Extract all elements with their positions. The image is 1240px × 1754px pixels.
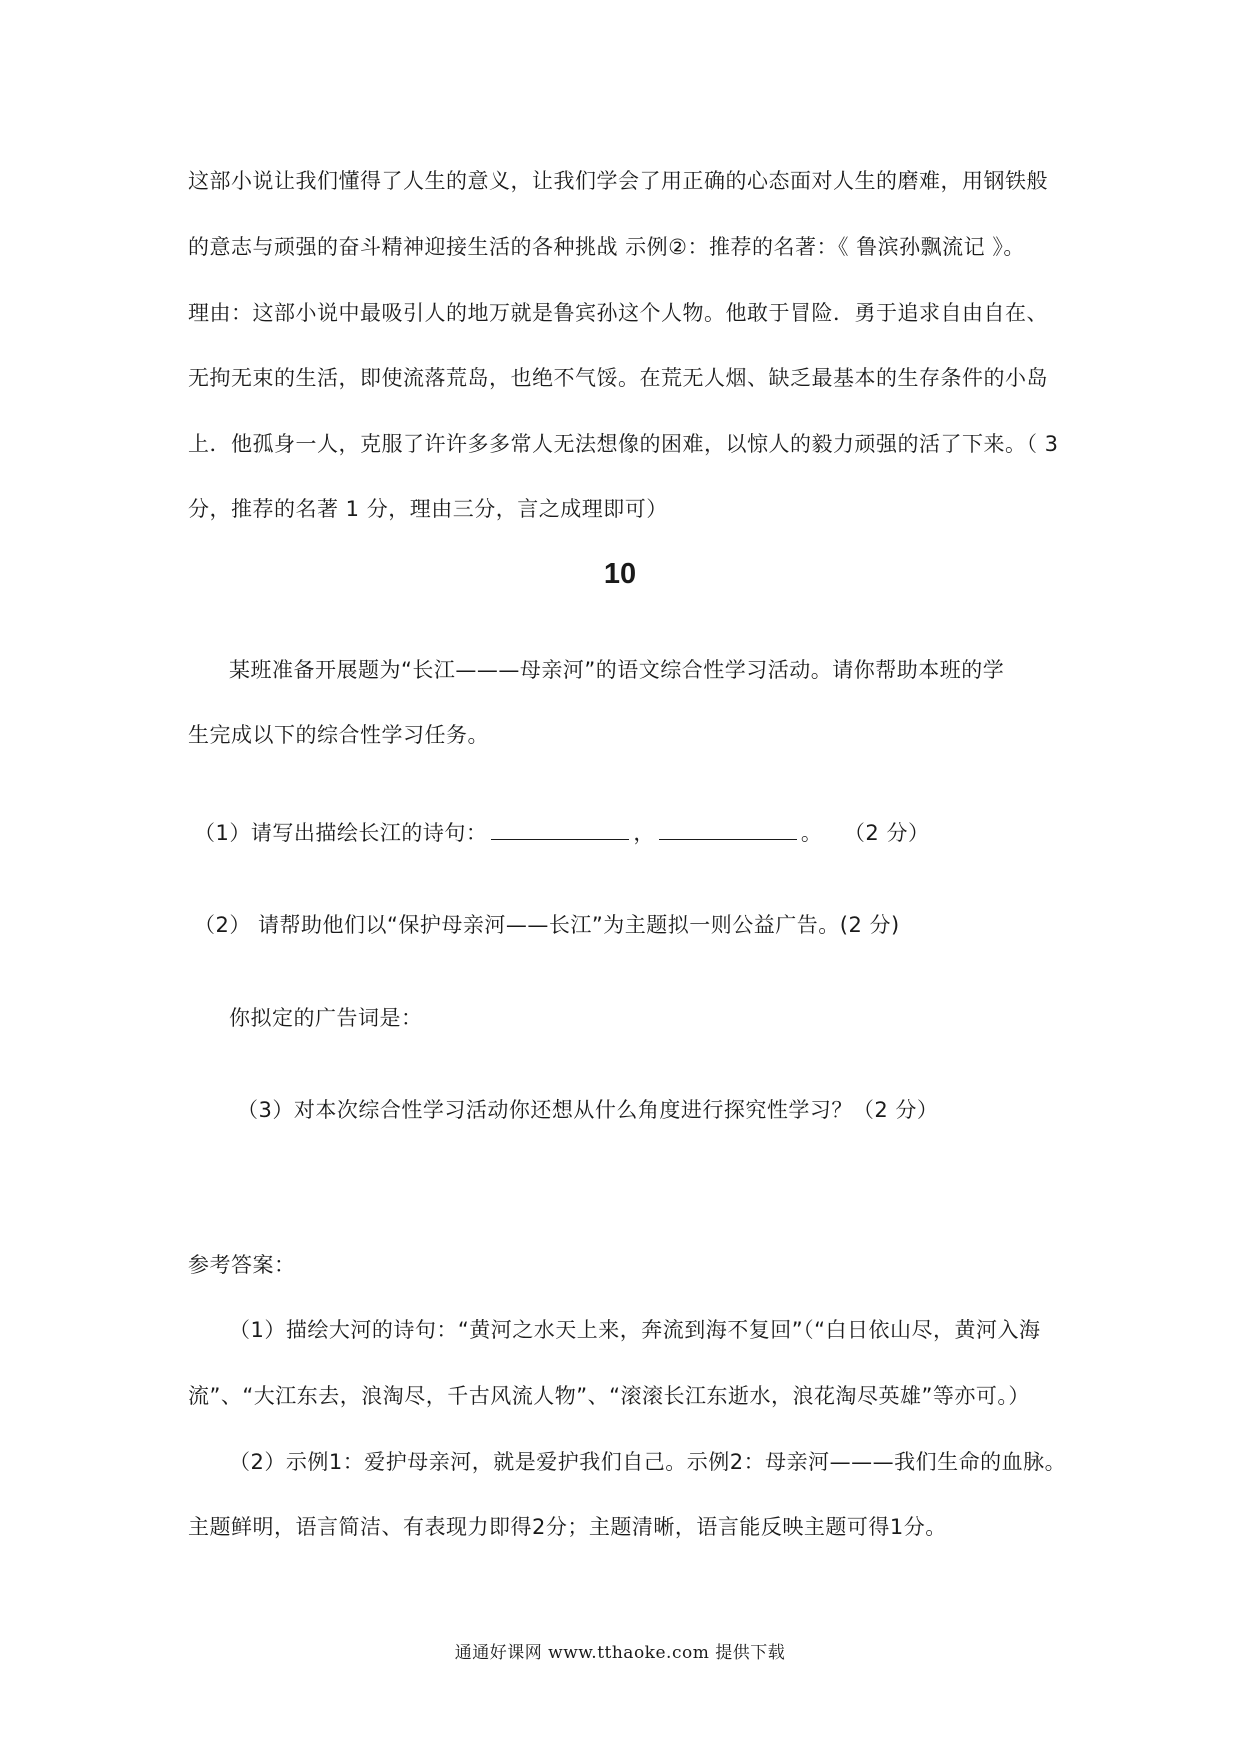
question-number: 10 xyxy=(603,558,637,590)
answer-text-line: 无拘无束的生活，即使流落荒岛，也绝不气馁。在荒无人烟、缺乏最基本的生存条件的小岛 xyxy=(188,366,1048,390)
page-footer: 通通好课网 www.tthaoke.com 提供下载 xyxy=(454,1643,786,1663)
answer-blank-2 xyxy=(659,817,797,840)
intro-line: 某班准备开展题为“长江———母亲河”的语文综合性学习活动。请你帮助本班的学 xyxy=(229,658,1005,682)
answer-line: （2）示例1：爱护母亲河，就是爱护我们自己。示例2：母亲河———我们生命的血脉。 xyxy=(229,1450,1067,1474)
answer-heading: 参考答案： xyxy=(188,1253,296,1277)
answer-line: （1）描绘大河的诗句：“黄河之水天上来，奔流到海不复回”（“白日依山尽，黄河入海 xyxy=(229,1318,1041,1342)
question-1 xyxy=(194,817,929,848)
answer-blank-1 xyxy=(491,817,629,840)
answer-text-line: 上．他孤身一人，克服了许许多多常人无法想像的困难，以惊人的毅力顽强的活了下来。（ 3 xyxy=(188,432,1059,456)
question-2: （2） 请帮助他们以“保护母亲河——长江”为主题拟一则公益广告。(2 分) xyxy=(194,913,900,937)
answer-line: 流”、“大江东去，浪淘尽，千古风流人物”、“滚滚长江东逝水，浪花淘尽英雄”等亦可。） xyxy=(188,1384,1030,1408)
answer-text-line: 这部小说让我们懂得了人生的意义，让我们学会了用正确的心态面对人生的磨难，用钢铁般 xyxy=(188,169,1048,193)
comma: ， xyxy=(633,821,655,845)
question-2-prompt: 你拟定的广告词是： xyxy=(229,1006,423,1030)
answer-text-line: 理由：这部小说中最吸引人的地万就是鲁宾孙这个人物。他敢于冒险．勇于追求自由自在、 xyxy=(188,301,1048,325)
question-1-score: （2 分） xyxy=(843,821,930,845)
answer-text-line: 分，推荐的名著 1 分，理由三分，言之成理即可） xyxy=(188,497,668,521)
period: 。 xyxy=(800,821,823,845)
intro-line: 生完成以下的综合性学习任务。 xyxy=(188,723,489,747)
question-1-text: （1）请写出描绘长江的诗句： xyxy=(194,821,488,845)
answer-line: 主题鲜明，语言简洁、有表现力即得2分；主题清晰，语言能反映主题可得1分。 xyxy=(188,1515,947,1539)
question-3: （3）对本次综合性学习活动你还想从什么角度进行探究性学习？（2 分） xyxy=(237,1098,939,1122)
answer-text-line: 的意志与顽强的奋斗精神迎接生活的各种挑战 示例②：推荐的名著：《 鲁滨孙飘流记 》。 xyxy=(188,235,1025,259)
